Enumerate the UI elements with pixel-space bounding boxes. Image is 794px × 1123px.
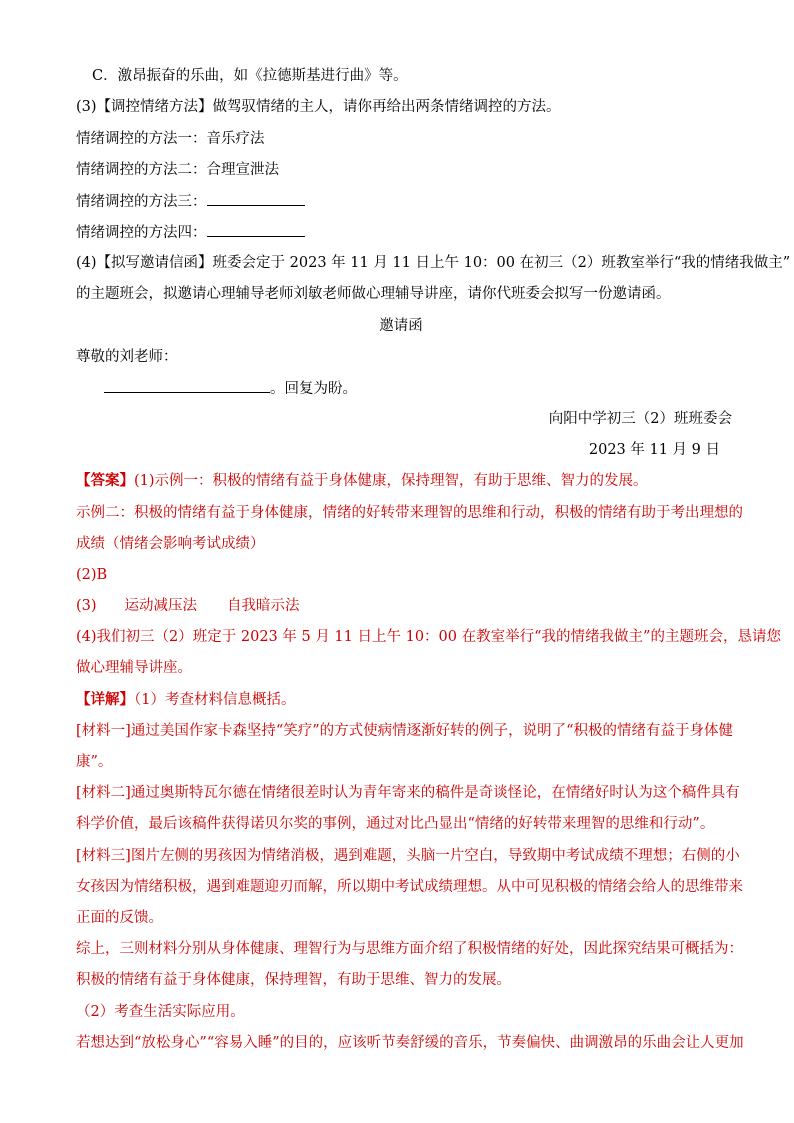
- detail-1-heading: （1）考查材料信息概括。: [134, 692, 296, 708]
- letter-body-blank[interactable]: [104, 378, 270, 393]
- answer-3-item-2: 自我暗示法: [227, 598, 300, 614]
- detail-tag: 【详解】: [76, 691, 134, 708]
- letter-salutation: 尊敬的刘老师：: [76, 349, 178, 365]
- letter-date: 2023 年 11 月 9 日: [588, 442, 720, 458]
- method-3-label: 情绪调控的方法三：: [76, 194, 207, 210]
- method-4-label: 情绪调控的方法四：: [76, 225, 207, 241]
- material-3-line-3: 正面的反馈。: [76, 910, 163, 926]
- method-4-blank[interactable]: [207, 222, 305, 237]
- summary-line-2: 积极的情绪有益于身体健康，保持理智，有助于思维、智力的发展。: [76, 972, 511, 988]
- answer-1-line-1: (1)示例一：积极的情绪有益于身体健康，保持理智，有助于思维、智力的发展。: [134, 473, 648, 489]
- q4-prompt-line-2: 的主题班会，拟邀请心理辅导老师刘敏老师做心理辅导讲座，请你代班委会拟写一份邀请函。: [76, 286, 671, 302]
- option-c: C．激昂振奋的乐曲，如《拉德斯基进行曲》等。: [92, 68, 408, 84]
- answer-3-number: (3): [76, 598, 97, 614]
- q4-prompt-line-1: (4)【拟写邀请信函】班委会定于 2023 年 11 月 11 日上午 10：00 在初三（2）班教室举行“我的情绪我做主”: [76, 255, 791, 271]
- detail-2-line-1: 若想达到“放松身心”“容易入睡”的目的，应该听节奏舒缓的音乐，节奏偏快、曲调激昂的乐曲会让人更加: [76, 1035, 744, 1051]
- letter-title: 邀请函: [379, 318, 423, 334]
- answer-tag: 【答案】: [76, 472, 134, 489]
- letter-body: [104, 378, 754, 399]
- letter-closing: 。回复为盼。: [270, 381, 357, 397]
- q3-prompt: (3)【调控情绪方法】做驾驭情绪的主人，请你再给出两条情绪调控的方法。: [76, 99, 561, 115]
- answer-1-line-3: 成绩（情绪会影响考试成绩）: [76, 536, 265, 552]
- method-1: 情绪调控的方法一：音乐疗法: [76, 131, 265, 147]
- answer-4-line-2: 做心理辅导讲座。: [76, 660, 192, 676]
- material-3-line-1: [材料三]图片左侧的男孩因为情绪消极，遇到难题，头脑一片空白，导致期中考试成绩不理想；右侧的小: [76, 848, 740, 864]
- method-3-blank[interactable]: [207, 191, 305, 206]
- detail-line-1: [76, 690, 726, 710]
- detail-2-heading: （2）考查生活实际应用。: [76, 1004, 245, 1020]
- answer-2: (2)B: [76, 567, 108, 583]
- answer-line-1: [76, 471, 726, 491]
- answer-3: [76, 596, 726, 616]
- method-4: [76, 222, 726, 243]
- answer-1-line-2: 示例二：积极的情绪有益于身体健康，情绪的好转带来理智的思维和行动，积极的情绪有助于考出理想的: [76, 505, 743, 521]
- method-3: [76, 191, 726, 212]
- answer-3-item-1: 运动减压法: [124, 598, 198, 614]
- summary-line-1: 综上，三则材料分别从身体健康、理智行为与思维方面介绍了积极情绪的好处，因此探究结果可概括为：: [76, 941, 743, 957]
- material-3-line-2: 女孩因为情绪积极，遇到难题迎刃而解，所以期中考试成绩理想。从中可见积极的情绪会给人的思维带来: [76, 879, 743, 895]
- answer-4-line-1: (4)我们初三（2）班定于 2023 年 5 月 11 日上午 10：00 在教室举行“我的情绪我做主”的主题班会，恳请您: [76, 629, 781, 645]
- material-1-line-2: 康”。: [76, 754, 113, 770]
- material-2-line-1: [材料二]通过奥斯特瓦尔德在情绪很差时认为青年寄来的稿件是奇谈怪论，在情绪好时认为这个稿件具有: [76, 785, 740, 801]
- material-2-line-2: 科学价值，最后该稿件获得诺贝尔奖的事例，通过对比凸显出“情绪的好转带来理智的思维和行动”。: [76, 816, 715, 832]
- material-1-line-1: [材料一]通过美国作家卡森坚持“笑疗”的方式使病情逐渐好转的例子，说明了“积极的情绪有益于身体健: [76, 723, 734, 739]
- letter-signature: 向阳中学初三（2）班班委会: [548, 411, 732, 427]
- method-2: 情绪调控的方法二：合理宣泄法: [76, 162, 279, 178]
